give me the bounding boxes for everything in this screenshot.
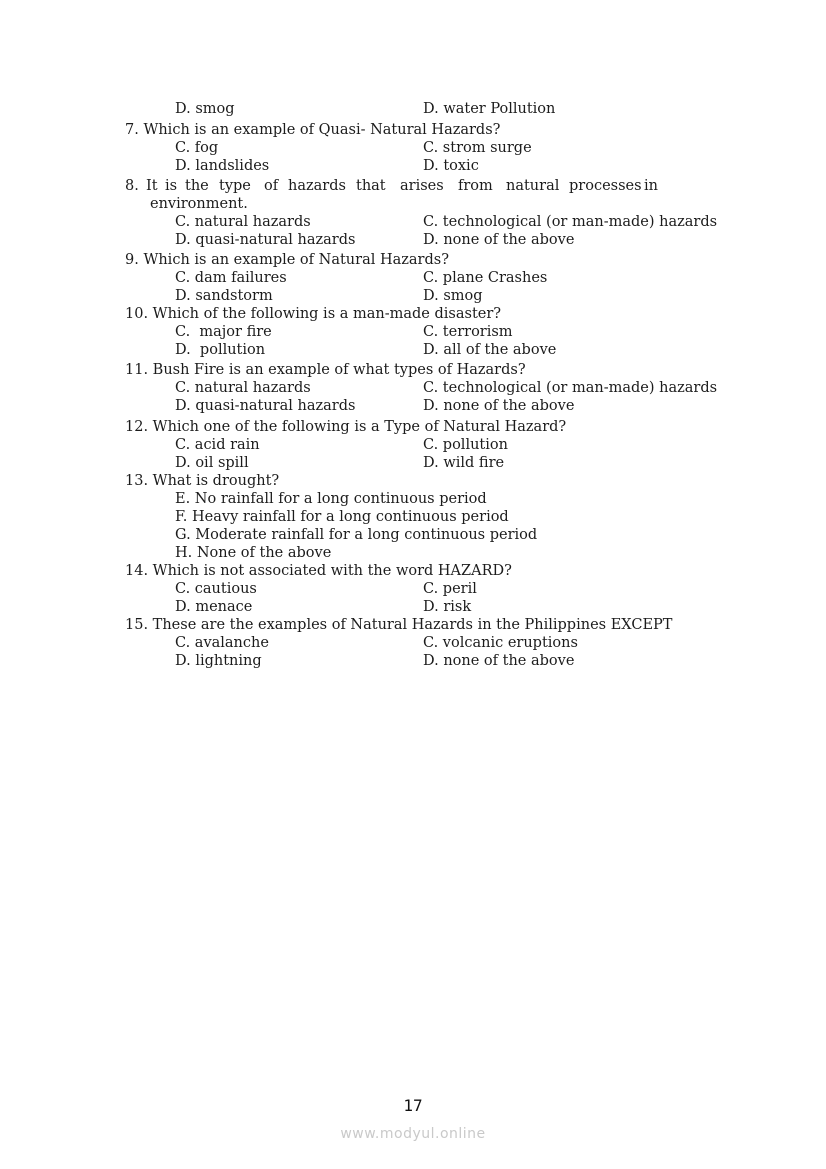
q8-stem: 8. It is the type of hazards that arises from natural processes in	[125, 178, 658, 194]
q6-option-d-left: D. smog	[175, 101, 235, 117]
q13-option-e: E. No rainfall for a long continuous period	[175, 491, 487, 507]
q7-options-row-d: D. landslides D. toxic	[175, 158, 479, 174]
q11-options-row-c: C. natural hazards C. technological (or man-made) hazards	[175, 380, 718, 396]
q15-options-row-c: C. avalanche C. volcanic eruptions	[175, 635, 578, 651]
q15-options-row-d: D. lightning D. none of the above	[175, 653, 575, 669]
q13-option-g: G. Moderate rainfall for a long continuous period	[175, 527, 538, 543]
q8-options-row-c: C. natural hazards C. technological (or man-made) hazards	[175, 214, 718, 230]
q12-stem: 12. Which one of the following is a Type of Natural Hazard?	[125, 419, 567, 435]
q10-stem: 10. Which of the following is a man-made disaster?	[125, 306, 502, 322]
q14-options-row-d: D. menace D. risk	[175, 599, 472, 615]
q6-options-row	[0, 100, 826, 118]
q9-stem: 9. Which is an example of Natural Hazards?	[125, 252, 449, 268]
q13-option-f: F. Heavy rainfall for a long continuous period	[175, 509, 509, 525]
q15-stem: 15. These are the examples of Natural Hazards in the Philippines EXCEPT	[125, 617, 673, 633]
q14-stem: 14. Which is not associated with the word HAZARD?	[125, 563, 512, 579]
q8-stem-continued: environment.	[150, 196, 248, 212]
q13-option-h: H. None of the above	[175, 545, 332, 561]
q10-options-row-c: C. major fire C. terrorism	[175, 324, 513, 340]
q11-stem: 11. Bush Fire is an example of what types of Hazards?	[125, 362, 526, 378]
q8-options-row-d: D. quasi-natural hazards D. none of the above	[175, 232, 575, 248]
q12-options-row-c: C. acid rain C. pollution	[175, 437, 508, 453]
watermark: www.modyul.online	[340, 1126, 486, 1142]
q9-options-row-c: C. dam failures C. plane Crashes	[175, 270, 548, 286]
page-number: 17	[403, 1096, 423, 1115]
q7-options-row-c: C. fog C. strom surge	[175, 140, 532, 156]
q11-options-row-d: D. quasi-natural hazards D. none of the above	[175, 398, 575, 414]
q9-options-row-d: D. sandstorm D. smog	[175, 288, 483, 304]
q14-options-row-c: C. cautious C. peril	[175, 581, 477, 597]
q6-option-d-right: D. water Pollution	[423, 101, 556, 117]
q13-stem: 13. What is drought?	[125, 473, 280, 489]
q7-stem: 7. Which is an example of Quasi- Natural Hazards?	[125, 122, 501, 138]
q12-options-row-d: D. oil spill D. wild fire	[175, 455, 505, 471]
q10-options-row-d: D. pollution D. all of the above	[175, 342, 557, 358]
